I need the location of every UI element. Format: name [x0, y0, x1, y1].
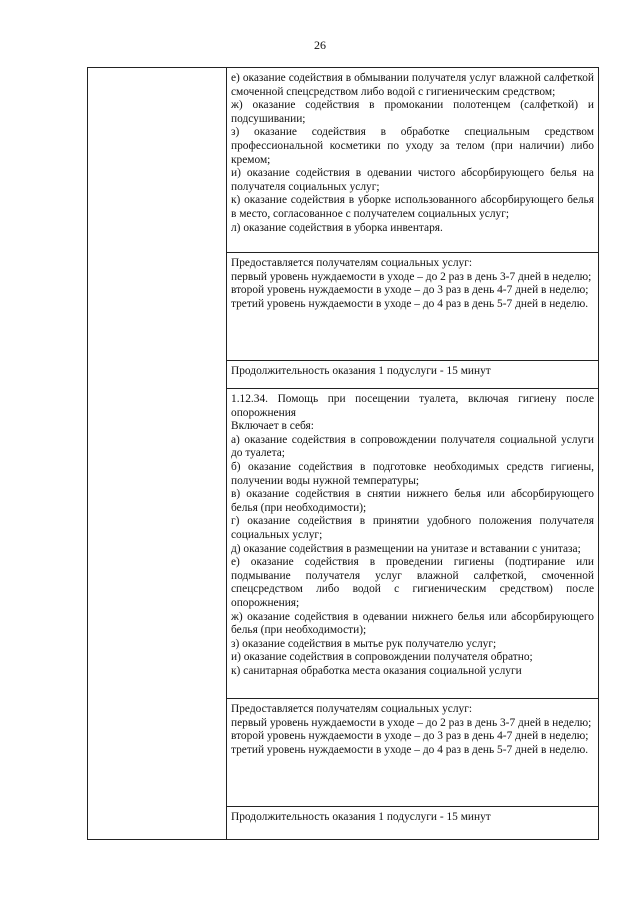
text-line: Предоставляется получателям социальных услуг: — [231, 257, 473, 269]
text-block — [227, 389, 598, 682]
text-line: Продолжительность оказания 1 подуслуги - 15 минут — [231, 811, 491, 823]
text-line: 1.12.34. Помощь при посещении туалета, включая гигиену после опорожнения — [231, 393, 594, 419]
text-line: е) оказание содействия в обмывании получателя услуг влажной салфеткой смоченной спецсредством либо водой с гигиеническим средством; — [231, 72, 594, 98]
content-cell — [227, 68, 599, 253]
page-number: 26 — [314, 38, 326, 52]
text-line: Включает в себя: — [231, 420, 314, 433]
content-cell — [227, 389, 599, 699]
content-cell — [227, 699, 599, 807]
text-line: первый уровень нуждаемости в уходе – до 2 раз в день 3-7 дней в неделю; — [231, 716, 592, 729]
content-cell — [227, 807, 599, 840]
text-line: л) оказание содействия в уборка инвентаря. — [231, 221, 443, 234]
text-line: Предоставляется получателям социальных услуг: — [231, 703, 473, 715]
left-cell — [88, 68, 227, 840]
text-line: второй уровень нуждаемости в уходе – до 3 раз в день 4-7 дней в неделю; — [231, 284, 589, 297]
text-line: д) оказание содействия в размещении на унитазе и вставании с унитаза; — [231, 542, 581, 555]
text-block — [227, 253, 598, 315]
text-block — [227, 699, 598, 761]
content-cell — [227, 361, 599, 389]
text-block — [227, 361, 598, 383]
text-line: б) оказание содействия в подготовке необходимых средств гигиены, получении воды нужной температуры; — [231, 460, 594, 487]
text-line: в) оказание содействия в снятии нижнего белья или абсорбирующего белья (при необходимости); — [231, 488, 594, 514]
text-line: первый уровень нуждаемости в уходе – до 2 раз в день 3-7 дней в неделю; — [231, 270, 592, 283]
text-line: з) оказание содействия в обработке специальным средством профессиональной косметики по уходу за телом (при наличии) либо кремом; — [231, 126, 594, 166]
text-line: а) оказание содействия в сопровождении получателя социальной услуги до туалета; — [231, 433, 594, 460]
text-line: г) оказание содействия в принятии удобного положения получателя социальных услуг; — [231, 515, 594, 541]
text-line: ж) оказание содействия в промокании полотенцем (салфеткой) и подсушивании; — [231, 99, 594, 125]
text-line: третий уровень нуждаемости в уходе – до 4 раз в день 5-7 дней в неделю. — [231, 297, 589, 310]
text-line: е) оказание содействия в проведении гигиены (подтирание или подмывание получателя услуг влажной салфеткой, смоченной спецсредством либо водой с гигиеническим средством) после опорожнения; — [231, 556, 594, 609]
text-line: второй уровень нуждаемости в уходе – до 3 раз в день 4-7 дней в неделю; — [231, 730, 589, 743]
table-row — [88, 68, 599, 253]
text-line: Продолжительность оказания 1 подуслуги - 15 минут — [231, 365, 491, 377]
content-cell — [227, 253, 599, 361]
text-line: з) оказание содействия в мытье рук получателю услуг; — [231, 637, 497, 650]
text-line: и) оказание содействия в сопровождении получателя обратно; — [231, 651, 533, 664]
text-line: и) оказание содействия в одевании чистого абсорбирующего белья на получателя социальных услуг; — [231, 167, 594, 193]
text-line: к) санитарная обработка места оказания социальной услуги — [231, 664, 522, 677]
text-line: к) оказание содействия в уборке использованного абсорбирующего белья в место, согласованное с получателем социальных услуг; — [231, 194, 594, 220]
services-table — [87, 67, 599, 840]
text-line: третий уровень нуждаемости в уходе – до 4 раз в день 5-7 дней в неделю. — [231, 743, 589, 756]
text-block — [227, 807, 598, 829]
text-block — [227, 68, 598, 239]
text-line: ж) оказание содействия в одевании нижнего белья или абсорбирующего белья (при необходимости); — [231, 610, 594, 637]
